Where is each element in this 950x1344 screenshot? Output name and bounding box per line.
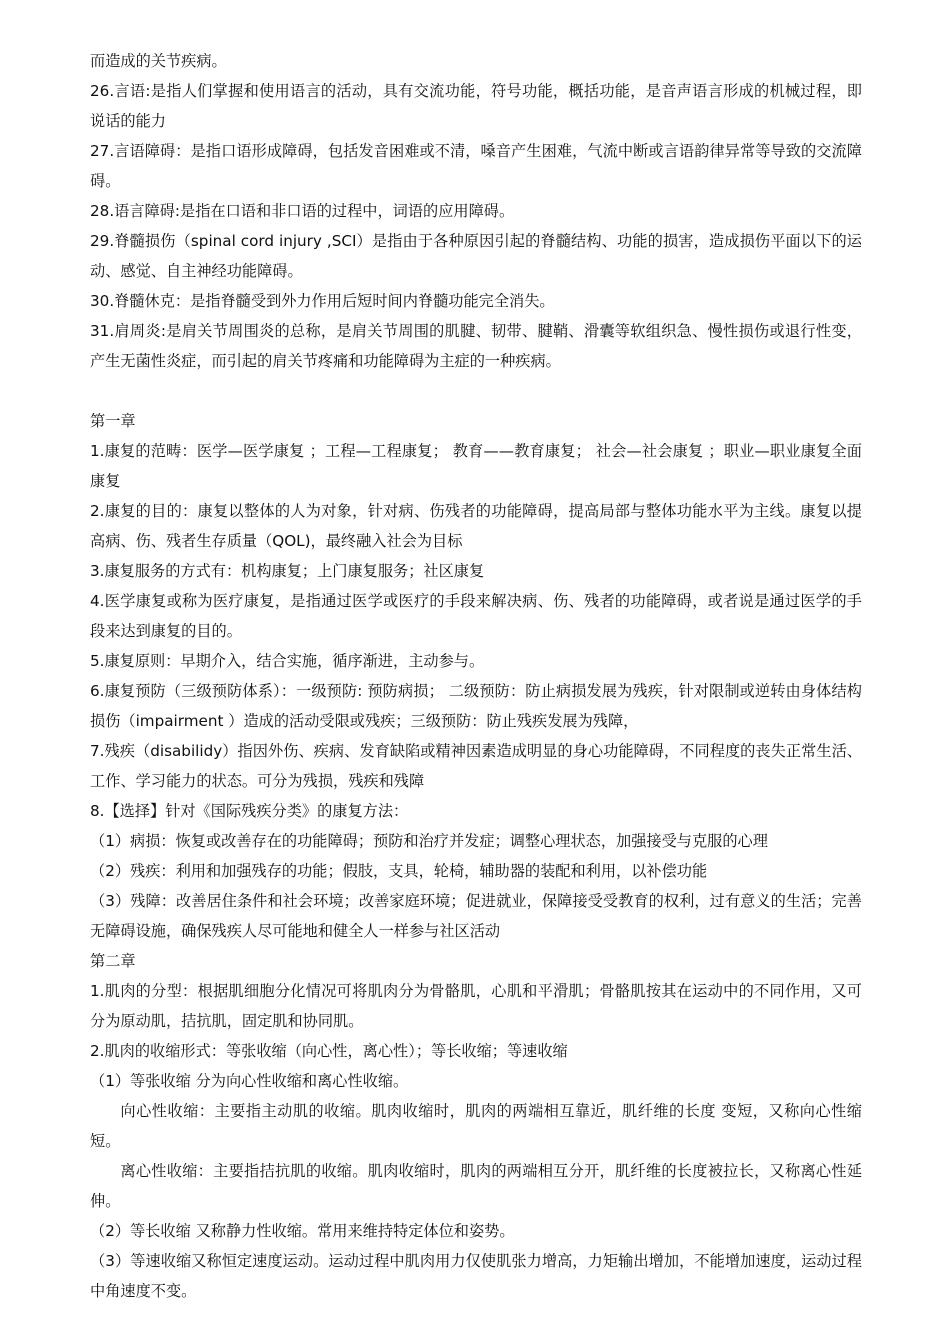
- ch1-item-8: 8.【选择】针对《国际残疾分类》的康复方法：: [90, 802, 409, 820]
- ch2-item-2-sub-3: （3）等速收缩又称恒定速度运动。运动过程中肌肉用力仅使肌张力增高，力矩输出增加，不能增加速度，运动过程中角速度不变。: [90, 1252, 862, 1300]
- ch1-item-1: 1.康复的范畴：医学—医学康复 ；工程—工程康复； 教育——教育康复； 社会—社会康复 ；职业—职业康复全面康复: [90, 442, 862, 490]
- ch1-item-7: 7.残疾（disabilidy）指因外伤、疾病、发育缺陷或精神因素造成明显的身心功能障碍，不同程度的丧失正常生活、工作、学习能力的状态。可分为残损，残疾和残障: [90, 742, 862, 790]
- ch2-item-1: 1.肌肉的分型：根据肌细胞分化情况可将肌肉分为骨骼肌，心肌和平滑肌；骨骼肌按其在运动中的不同作用，又可分为原动肌，拮抗肌，固定肌和协同肌。: [90, 982, 862, 1030]
- definition-31-frozen-shoulder: 31.肩周炎:是肩关节周围炎的总称，是肩关节周围的肌腱、韧带、腱鞘、滑囊等软组织急、慢性损伤或退行性变，产生无菌性炎症，而引起的肩关节疼痛和功能障碍为主症的一种疾病。: [90, 322, 862, 370]
- definition-28-language-disorder: 28.语言障碍:是指在口语和非口语的过程中，词语的应用障碍。: [90, 202, 515, 220]
- ch2-eccentric-contraction: 离心性收缩：主要指拮抗肌的收缩。肌肉收缩时，肌肉的两端相互分开，肌纤维的长度被拉长，又称离心性延伸。: [90, 1162, 862, 1210]
- ch1-item-6: 6.康复预防（三级预防体系）：一级预防: 预防病损； 二级预防：防止病损发展为残疾，针对限制或逆转由身体结构损伤（impairment ）造成的活动受限或残疾；三级预防：防止残疾发展为残障，: [90, 682, 862, 730]
- document-page: [90, 46, 862, 1306]
- ch1-item-8-sub-1: （1）病损：恢复或改善存在的功能障碍；预防和治疗并发症；调整心理状态，加强接受与克服的心理: [90, 832, 768, 850]
- ch2-item-2-sub-2: （2）等长收缩 又称静力性收缩。常用来维持特定体位和姿势。: [90, 1222, 515, 1240]
- definition-30-spinal-shock: 30.脊髓休克：是指脊髓受到外力作用后短时间内脊髓功能完全消失。: [90, 292, 555, 310]
- blank-line: [90, 376, 862, 406]
- ch2-item-2: 2.肌肉的收缩形式：等张收缩（向心性，离心性）；等长收缩；等速收缩: [90, 1042, 568, 1060]
- paragraph-continuation: 而造成的关节疾病。: [90, 52, 227, 70]
- ch1-item-4: 4.医学康复或称为医疗康复，是指通过医学或医疗的手段来解决病、伤、残者的功能障碍，或者说是通过医学的手段来达到康复的目的。: [90, 592, 862, 640]
- chapter-2-heading: 第二章: [90, 952, 136, 970]
- ch1-item-8-sub-2: （2）残疾：利用和加强残存的功能；假肢，支具，轮椅，辅助器的装配和利用，以补偿功能: [90, 862, 708, 880]
- ch1-item-3: 3.康复服务的方式有：机构康复；上门康复服务；社区康复: [90, 562, 485, 580]
- ch1-item-5: 5.康复原则：早期介入，结合实施，循序渐进，主动参与。: [90, 652, 485, 670]
- definition-26-speech: 26.言语:是指人们掌握和使用语言的活动，具有交流功能，符号功能，概括功能，是音声语言形成的机械过程，即说话的能力: [90, 82, 862, 130]
- ch2-item-2-sub-1: （1）等张收缩 分为向心性收缩和离心性收缩。: [90, 1072, 409, 1090]
- chapter-1-heading: 第一章: [90, 412, 136, 430]
- ch1-item-8-sub-3: （3）残障：改善居住条件和社会环境；改善家庭环境；促进就业，保障接受受教育的权利，过有意义的生活；完善无障碍设施，确保残疾人尽可能地和健全人一样参与社区活动: [90, 892, 862, 940]
- ch2-concentric-contraction: 向心性收缩：主要指主动肌的收缩。肌肉收缩时，肌肉的两端相互靠近，肌纤维的长度 变短，又称向心性缩短。: [90, 1102, 862, 1150]
- definition-27-speech-disorder: 27.言语障碍：是指口语形成障碍，包括发音困难或不清，嗓音产生困难，气流中断或言语韵律异常等导致的交流障碍。: [90, 142, 862, 190]
- definition-29-spinal-cord-injury: 29.脊髓损伤（spinal cord injury ,SCI）是指由于各种原因引起的脊髓结构、功能的损害，造成损伤平面以下的运动、感觉、自主神经功能障碍。: [90, 232, 862, 280]
- ch1-item-2: 2.康复的目的：康复以整体的人为对象，针对病、伤残者的功能障碍，提高局部与整体功能水平为主线。康复以提高病、伤、残者生存质量（QOL)，最终融入社会为目标: [90, 502, 862, 550]
